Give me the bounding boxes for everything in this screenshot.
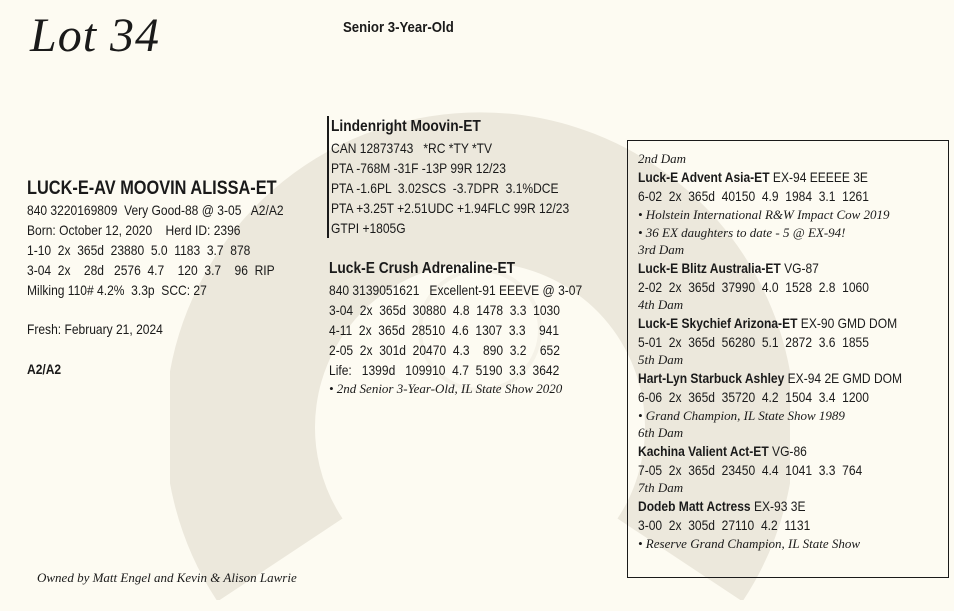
ancestor-name: Dodeb Matt Actress (638, 498, 751, 514)
ancestor-name: Luck-E Blitz Australia-ET (638, 260, 781, 276)
ancestor-name-line (638, 167, 905, 187)
sire-line: PTA -768M -31F -13P 99R 12/23 (331, 160, 506, 176)
ancestor-name: Luck-E Skychief Arizona-ET (638, 315, 798, 331)
owner-line: Owned by Matt Engel and Kevin & Alison Lawrie (37, 570, 297, 585)
ancestor-note: • Reserve Grand Champion, IL State Show (638, 536, 861, 551)
ancestor-note: • Grand Champion, IL State Show 1989 (638, 408, 845, 423)
ancestor-note: • Holstein International R&W Impact Cow 2019 (638, 207, 890, 222)
dam-line: 4-11 2x 365d 28510 4.6 1307 3.3 941 (329, 322, 560, 338)
animal-name: LUCK-E-AV MOOVIN ALISSA-ET (27, 178, 277, 199)
ancestor-record: 6-06 2x 365d 35720 4.2 1504 3.4 1200 (638, 389, 869, 405)
generation-label: 3rd Dam (638, 242, 685, 257)
generation-label: 7th Dam (638, 480, 684, 495)
dam-block (329, 258, 623, 398)
animal-line: 840 3220169809 Very Good-88 @ 3-05 A2/A2 (27, 202, 284, 218)
fresh-date: Fresh: February 21, 2024 (27, 321, 163, 337)
ancestor-record: 7-05 2x 365d 23450 4.4 1041 3.3 764 (638, 462, 863, 478)
sire-line: GTPI +1805G (331, 220, 406, 236)
pedigree-box (627, 140, 949, 578)
ancestor-name: Hart-Lyn Starbuck Ashley (638, 370, 785, 386)
class-title: Senior 3-Year-Old (343, 19, 454, 36)
animal-line: Milking 110# 4.2% 3.3p SCC: 27 (27, 282, 207, 298)
sire-block (327, 116, 608, 238)
ancestor-record: 6-02 2x 365d 40150 4.9 1984 3.1 1261 (638, 188, 869, 204)
ancestor-name-line (638, 258, 905, 278)
animal-info (27, 178, 284, 300)
ancestor-name-line (638, 313, 905, 333)
ancestor-score: VG-86 (772, 443, 807, 459)
ancestor-name: Kachina Valient Act-ET (638, 443, 769, 459)
sire-name: Lindenright Moovin-ET (331, 118, 481, 135)
dam-name: Luck-E Crush Adrenaline-ET (329, 260, 516, 277)
animal-line: 3-04 2x 28d 2576 4.7 120 3.7 96 RIP (27, 262, 275, 278)
generation-label: 4th Dam (638, 297, 684, 312)
ancestor-record: 3-00 2x 305d 27110 4.2 1131 (638, 517, 811, 533)
ancestor-note: • 36 EX daughters to date - 5 @ EX-94! (638, 225, 846, 240)
generation-label: 2nd Dam (638, 151, 687, 166)
ancestor-name-line (638, 368, 905, 388)
sire-line: PTA -1.6PL 3.02SCS -3.7DPR 3.1%DCE (331, 180, 559, 196)
dam-line: Life: 1399d 109910 4.7 5190 3.3 3642 (329, 362, 560, 378)
ancestor-score: VG-87 (784, 260, 819, 276)
sire-line: CAN 12873743 *RC *TY *TV (331, 140, 493, 156)
dam-note: • 2nd Senior 3-Year-Old, IL State Show 2020 (329, 381, 563, 396)
ancestor-score: EX-90 GMD DOM (800, 315, 898, 331)
ancestor-record: 5-01 2x 365d 56280 5.1 2872 3.6 1855 (638, 334, 869, 350)
dam-line: 3-04 2x 365d 30880 4.8 1478 3.3 1030 (329, 302, 560, 318)
ancestor-name-line (638, 441, 905, 461)
animal-line: 1-10 2x 365d 23880 5.0 1183 3.7 878 (27, 242, 251, 258)
animal-line: Born: October 12, 2020 Herd ID: 2396 (27, 222, 241, 238)
generation-label: 6th Dam (638, 425, 684, 440)
generation-label: 5th Dam (638, 352, 684, 367)
ancestor-name-line (638, 496, 905, 516)
genetic-status: A2/A2 (27, 361, 62, 377)
ancestor-score: EX-94 2E GMD DOM (787, 370, 903, 386)
lot-number: Lot 34 (30, 9, 161, 62)
dam-line: 840 3139051621 Excellent-91 EEEVE @ 3-07 (329, 282, 583, 298)
dam-line: 2-05 2x 301d 20470 4.3 890 3.2 652 (329, 342, 560, 358)
ancestor-score: EX-93 3E (753, 498, 806, 514)
ancestor-record: 2-02 2x 365d 37990 4.0 1528 2.8 1060 (638, 279, 869, 295)
ancestor-name: Luck-E Advent Asia-ET (638, 169, 770, 185)
sire-line: PTA +3.25T +2.51UDC +1.94FLC 99R 12/23 (331, 200, 570, 216)
ancestor-score: EX-94 EEEEE 3E (772, 169, 868, 185)
